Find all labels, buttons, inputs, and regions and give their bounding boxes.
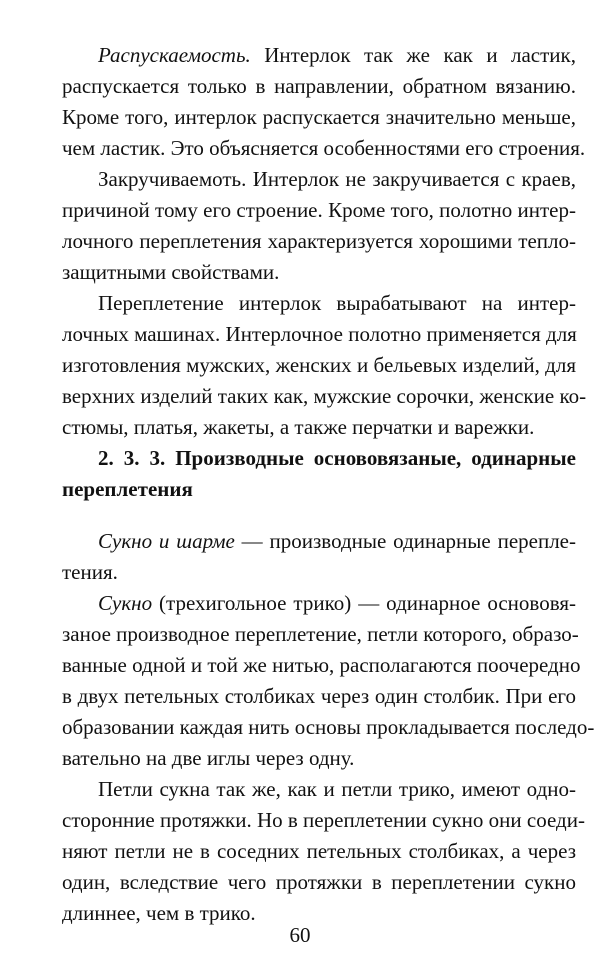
section-heading-line-1: 2. 3. 3. Производные основовязаные, одинарные: [98, 446, 576, 470]
text-line: [62, 743, 576, 774]
text-line: [62, 195, 576, 226]
text-run: ванные одной и той же нитью, располагаются поочередно: [62, 653, 581, 677]
text-run: тения.: [62, 560, 118, 584]
text-run: причиной тому его строение. Кроме того, полотно интер-: [62, 198, 576, 222]
text-run: чем ластик. Это объясняется особенностями его строения.: [62, 136, 586, 160]
text-line: [62, 712, 595, 743]
text-line: [62, 40, 576, 71]
text-line: [62, 257, 576, 288]
text-line: [62, 774, 576, 805]
text-line: [62, 681, 576, 712]
text-run: Петли сукна так же, как и петли трико, имеют одно-: [98, 777, 576, 801]
text-run: — производные одинарные перепле-: [234, 529, 576, 553]
text-line: [62, 588, 576, 619]
text-line: [62, 381, 587, 412]
body-text-bottom: [62, 526, 595, 929]
text-run: лочного переплетения характеризуется хорошими тепло-: [62, 229, 576, 253]
text-run: в двух петельных столбиках через один столбик. При его: [62, 684, 576, 708]
text-line: [62, 619, 579, 650]
text-line: [62, 805, 585, 836]
italic-term: Сукно: [98, 591, 153, 615]
italic-term: Распускаемость.: [98, 43, 251, 67]
text-line: [62, 650, 581, 681]
text-run: лочных машинах. Интерлочное полотно применяется для: [62, 322, 577, 346]
text-line: [62, 319, 576, 350]
text-line: [62, 526, 576, 557]
text-line: [62, 102, 576, 133]
text-line: [62, 557, 576, 588]
text-line: [62, 164, 576, 195]
text-line: [62, 412, 576, 443]
text-run: Переплетение интерлок вырабатывают на интер-: [98, 291, 576, 315]
text-run: вательно на две иглы через одну.: [62, 746, 355, 770]
text-run: Закручиваемоть. Интерлок не закручивается с краев,: [98, 167, 576, 191]
text-run: изготовления мужских, женских и бельевых изделий, для: [62, 353, 576, 377]
text-run: сторонние протяжки. Но в переплетении сукно они соеди-: [62, 808, 585, 832]
text-line: [62, 226, 576, 257]
text-line: [62, 350, 576, 381]
text-run: верхних изделий таких как, мужские сорочки, женские ко-: [62, 384, 587, 408]
text-line: [62, 133, 586, 164]
text-run: длиннее, чем в трико.: [62, 901, 256, 925]
section-heading: [62, 443, 576, 505]
text-line: [62, 836, 576, 867]
text-run: стюмы, платья, жакеты, а также перчатки и варежки.: [62, 415, 535, 439]
page-number: 60: [289, 923, 311, 947]
text-run: образовании каждая нить основы прокладывается последо-: [62, 715, 595, 739]
text-run: распускается только в направлении, обратном вязанию.: [62, 74, 576, 98]
italic-term: Сукно и шарме: [98, 529, 235, 553]
text-line: [62, 867, 576, 898]
text-run: няют петли не в соседних петельных столбиках, а через: [62, 839, 576, 863]
text-line: [62, 71, 576, 102]
text-run: Кроме того, интерлок распускается значительно меньше,: [62, 105, 576, 129]
text-run: (трехигольное трико) — одинарное основовя-: [152, 591, 576, 615]
text-line: [62, 288, 576, 319]
text-run: Интерлок так же как и ластик,: [250, 43, 576, 67]
section-heading-line-2: переплетения: [62, 477, 193, 501]
body-text-top: [62, 40, 587, 443]
text-run: заное производное переплетение, петли которого, образо-: [62, 622, 579, 646]
text-run: защитными свойствами.: [62, 260, 280, 284]
text-run: один, вследствие чего протяжки в переплетении сукно: [62, 870, 576, 894]
